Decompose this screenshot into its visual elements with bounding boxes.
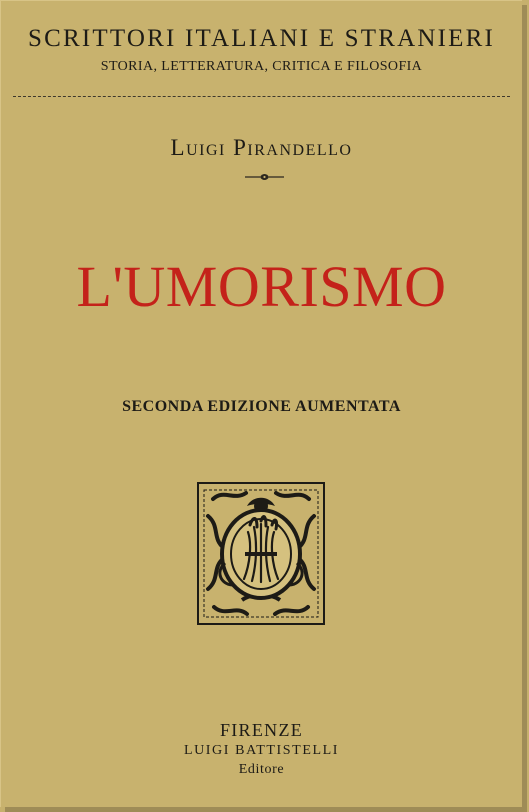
header-divider [13,96,510,99]
series-subtitle: STORIA, LETTERATURA, CRITICA E FILOSOFIA [100,59,423,74]
publisher-name: LUIGI BATTISTELLI [183,743,340,758]
author-name: Luigi Pirandello [170,135,353,160]
series-title: SCRITTORI ITALIANI E STRANIERI [28,25,495,52]
publisher-role: Editore [238,762,285,777]
wheat-sheaf-emblem-icon [196,481,326,626]
publication-city: FIRENZE [219,720,304,740]
book-title: L'UMORISMO [76,254,447,319]
flourish-icon [243,172,286,182]
edition-statement: SECONDA EDIZIONE AUMENTATA [122,398,401,415]
